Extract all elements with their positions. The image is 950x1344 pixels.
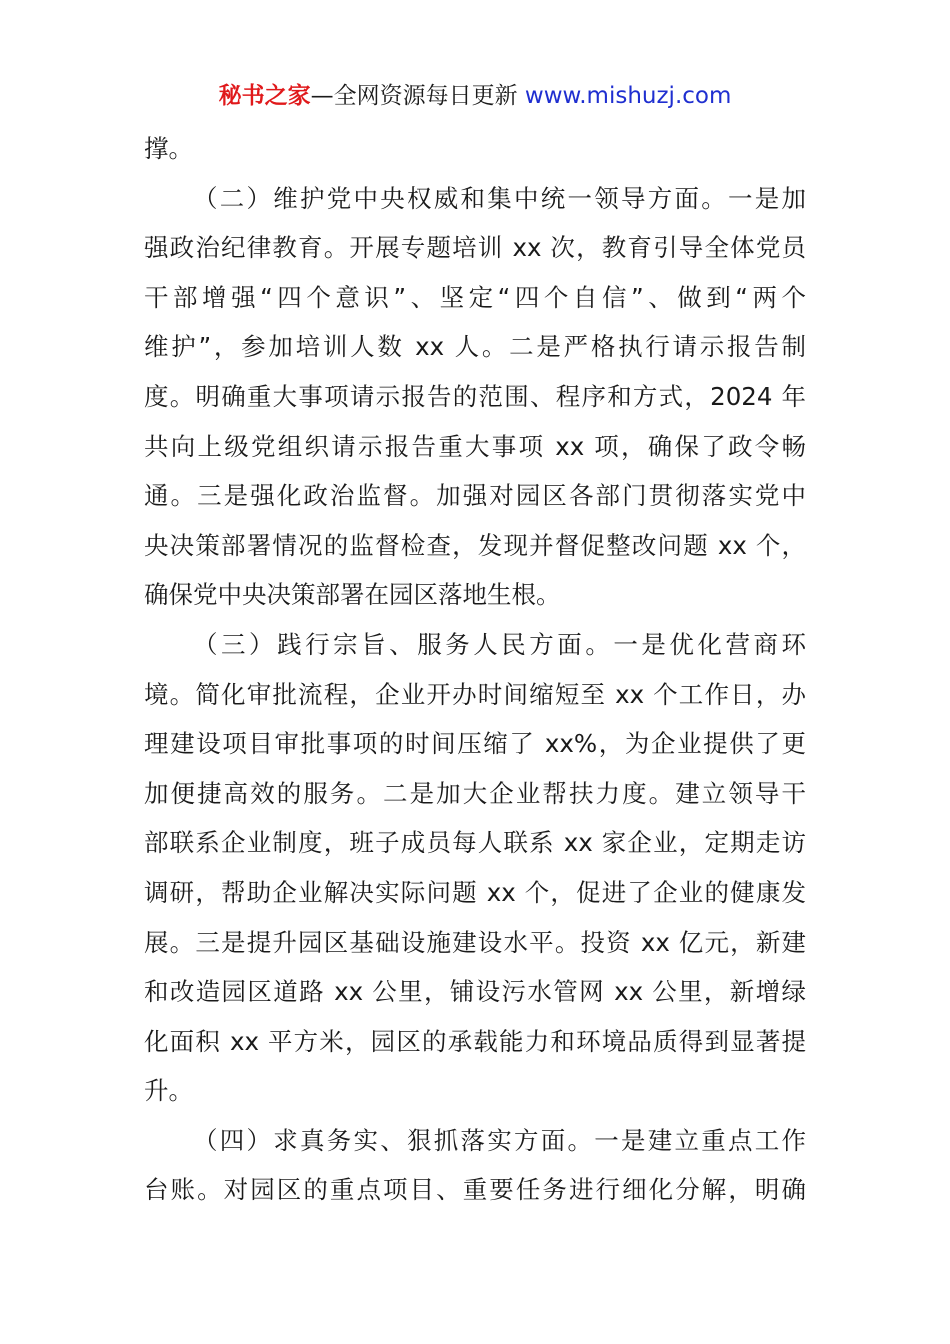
text-line: 部联系企业制度，班子成员每人联系 xx 家企业，定期走访 bbox=[144, 828, 806, 858]
text-line: 撑。 bbox=[144, 134, 193, 163]
header-site-link[interactable]: www.mishuzj.com bbox=[524, 83, 732, 109]
text-line: （二）维护党中央权威和集中统一领导方面。一是加 bbox=[193, 183, 806, 213]
text-line: 强政治纪律教育。开展专题培训 xx 次，教育引导全体党员 bbox=[144, 233, 806, 263]
text-line: 确保党中央决策部署在园区落地生根。 bbox=[144, 580, 561, 610]
text-line: 和改造园区道路 xx 公里，铺设污水管网 xx 公里，新增绿 bbox=[144, 977, 806, 1007]
text-line: 调研，帮助企业解决实际问题 xx 个，促进了企业的健康发 bbox=[144, 877, 806, 907]
text-line: 央决策部署情况的监督检查，发现并督促整改问题 xx 个， bbox=[144, 530, 806, 560]
header-brand: 秘书之家 bbox=[218, 83, 311, 109]
text-line: （四）求真务实、狠抓落实方面。一是建立重点工作 bbox=[193, 1125, 806, 1155]
text-line: 干部增强“四个意识”、坚定“四个自信”、做到“两个 bbox=[144, 282, 806, 312]
text-line: 通。三是强化政治监督。加强对园区各部门贯彻落实党中 bbox=[144, 481, 806, 511]
text-line: 台账。对园区的重点项目、重要任务进行细化分解，明确 bbox=[144, 1175, 806, 1205]
text-line: 化面积 xx 平方米，园区的承载能力和环境品质得到显著提 bbox=[144, 1026, 806, 1056]
text-line: 加便捷高效的服务。二是加大企业帮扶力度。建立领导干 bbox=[144, 778, 806, 808]
page-header bbox=[0, 80, 950, 112]
text-line: 展。三是提升园区基础设施建设水平。投资 xx 亿元，新建 bbox=[144, 927, 806, 957]
header-tagline: —全网资源每日更新 bbox=[310, 83, 518, 109]
text-line: 理建设项目审批事项的时间压缩了 xx%，为企业提供了更 bbox=[144, 729, 806, 759]
text-line: 升。 bbox=[144, 1076, 193, 1106]
text-line: 共向上级党组织请示报告重大事项 xx 项，确保了政令畅 bbox=[144, 431, 806, 461]
text-line: 度。明确重大事项请示报告的范围、程序和方式，2024 年 bbox=[144, 381, 806, 411]
text-line: 境。简化审批流程，企业开办时间缩短至 xx 个工作日，办 bbox=[144, 679, 806, 709]
text-line: （三）践行宗旨、服务人民方面。一是优化营商环 bbox=[193, 629, 806, 659]
document-body bbox=[144, 124, 806, 1215]
text-line: 维护”，参加培训人数 xx 人。二是严格执行请示报告制 bbox=[144, 332, 806, 362]
